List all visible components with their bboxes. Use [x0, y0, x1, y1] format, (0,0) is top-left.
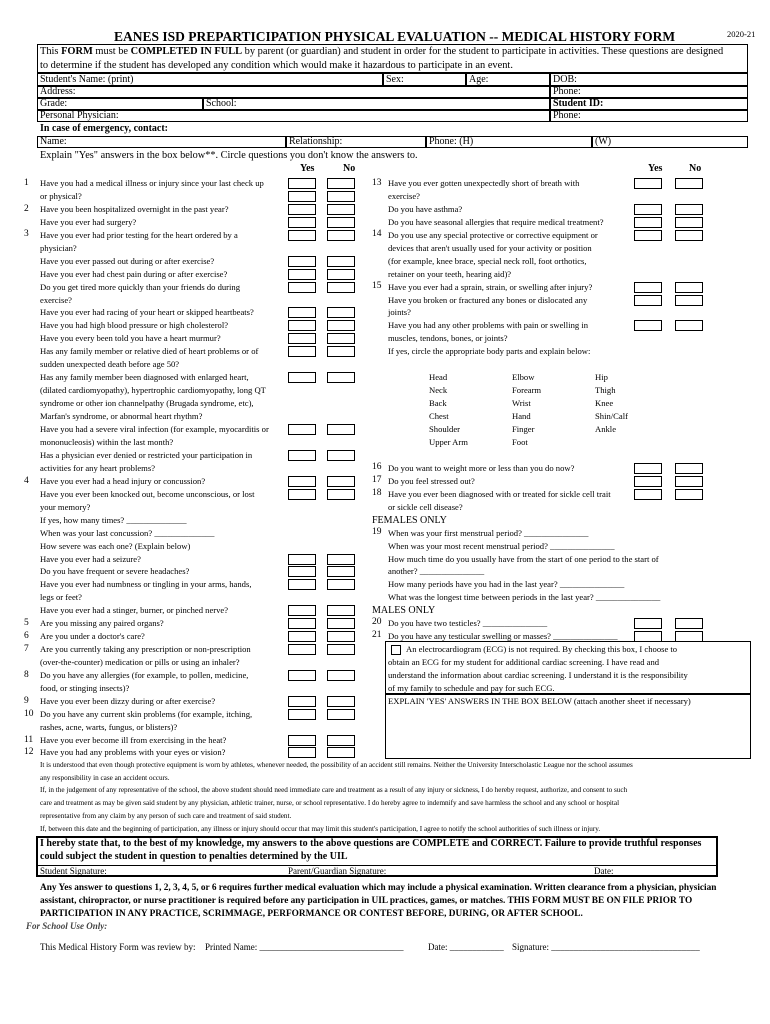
no-checkbox[interactable]: [327, 709, 355, 720]
emergency-phone-w-field[interactable]: [592, 136, 748, 148]
review-printed-name[interactable]: Printed Name: ________________________________: [205, 942, 404, 952]
ecg-checkbox[interactable]: [391, 645, 401, 655]
question-line: Do you have two testicles? _______________: [388, 618, 548, 628]
yes-checkbox[interactable]: [288, 333, 316, 344]
question-line: Have you had any problems with your eyes or vision?: [40, 747, 226, 757]
question-number: 1: [24, 178, 29, 188]
no-checkbox[interactable]: [327, 489, 355, 500]
no-checkbox[interactable]: [327, 204, 355, 215]
phone-label-1: Phone:: [553, 86, 581, 97]
yes-checkbox[interactable]: [288, 346, 316, 357]
no-checkbox[interactable]: [327, 554, 355, 565]
yes-checkbox[interactable]: [288, 320, 316, 331]
question-number: 18: [372, 488, 382, 498]
yes-checkbox[interactable]: [288, 566, 316, 577]
yes-checkbox[interactable]: [288, 735, 316, 746]
legal-text-line: representative from any claim by any person of such care and treatment of said student.: [40, 812, 292, 820]
question-line: Has any family member or relative died of heart problems or of: [40, 346, 259, 356]
question-line: activities for any heart problems?: [40, 463, 156, 473]
question-line: What was the longest time between periods in the last year? _______________: [388, 592, 661, 602]
yes-checkbox[interactable]: [288, 372, 316, 383]
question-line: If yes, circle the appropriate body parts and explain below:: [388, 346, 591, 356]
question-line: Have you had high blood pressure or high cholesterol?: [40, 320, 229, 330]
question-line: Have you ever had chest pain during or after exercise?: [40, 269, 228, 279]
sex-label: Sex:: [386, 74, 404, 85]
no-checkbox[interactable]: [327, 320, 355, 331]
question-number: 2: [24, 204, 29, 214]
no-header-right: No: [689, 163, 702, 174]
emergency-relationship-label: Relationship:: [289, 136, 343, 147]
yes-checkbox[interactable]: [634, 230, 662, 241]
yes-checkbox[interactable]: [634, 489, 662, 500]
yes-checkbox[interactable]: [288, 178, 316, 189]
address-label: Address:: [40, 86, 76, 97]
question-line: Are you under a doctor's care?: [40, 631, 145, 641]
intro-line-1: This FORM must be COMPLETED IN FULL by parent (or guardian) and student in order for the student to participate in activities. These questions are designed: [40, 46, 724, 57]
question-number: 21: [372, 630, 382, 640]
question-line: rashes, acne, warts, fungus, or blisters)?: [40, 722, 178, 732]
question-number: 10: [24, 709, 34, 719]
body-part[interactable]: Forearm: [512, 385, 542, 395]
yes-checkbox[interactable]: [634, 204, 662, 215]
ecg-text-line: of my family to schedule and pay for such ECG.: [388, 683, 555, 693]
question-line: Do you use any special protective or corrective equipment or: [388, 230, 598, 240]
question-line: Marfan's syndrome, or abnormal heart rhythm?: [40, 411, 203, 421]
yes-checkbox[interactable]: [288, 709, 316, 720]
question-line: mononucleosis) within the last month?: [40, 437, 174, 447]
parent-signature-label[interactable]: Parent/Guardian Signature:: [288, 866, 387, 876]
question-line: Have you ever had numbness or tingling in your arms, hands,: [40, 579, 252, 589]
student-name-label: Student's Name: (print): [40, 74, 134, 85]
emergency-phone-h-label: Phone: (H): [429, 136, 474, 147]
question-number: 15: [372, 281, 382, 291]
no-checkbox[interactable]: [675, 618, 703, 629]
no-checkbox[interactable]: [675, 463, 703, 474]
student-signature-label[interactable]: Student Signature:: [40, 866, 107, 876]
review-signature[interactable]: Signature: _________________________________: [512, 942, 700, 952]
no-checkbox[interactable]: [327, 333, 355, 344]
yes-header-right: Yes: [648, 163, 663, 174]
no-checkbox[interactable]: [675, 204, 703, 215]
question-line: Have you ever passed out during or after exercise?: [40, 256, 215, 266]
student-id-label: Student ID:: [553, 98, 604, 109]
question-line: Do you want to weight more or less than you do now?: [388, 463, 575, 473]
question-line: devices that aren't usually used for your activity or position: [388, 243, 592, 253]
no-checkbox[interactable]: [327, 670, 355, 681]
question-line: or physical?: [40, 191, 82, 201]
question-line: another? _______________: [388, 566, 485, 576]
question-line: Do you get tired more quickly than your friends do during: [40, 282, 241, 292]
question-line: When was your last concussion? ______________: [40, 528, 215, 538]
no-checkbox[interactable]: [327, 476, 355, 487]
legal-text-line: any responsibility in case an accident occurs.: [40, 774, 170, 782]
no-checkbox[interactable]: [675, 489, 703, 500]
phone-label-2: Phone:: [553, 110, 581, 121]
body-part[interactable]: Shin/Calf: [595, 411, 628, 421]
yes-checkbox[interactable]: [634, 282, 662, 293]
body-part[interactable]: Knee: [595, 398, 614, 408]
body-part[interactable]: Finger: [512, 424, 535, 434]
question-line: sudden unexpected death before age 50?: [40, 359, 180, 369]
question-line: Have you ever had prior testing for the heart ordered by a: [40, 230, 238, 240]
no-checkbox[interactable]: [675, 217, 703, 228]
intro-line-2: to determine if the student has developed any condition which would make it hazardous to participate in an event.: [40, 60, 513, 71]
ecg-text-line: obtain an ECG for my student for additional cardiac screening. I have read and: [388, 657, 660, 667]
question-line: Have you ever had a stinger, burner, or pinched nerve?: [40, 605, 229, 615]
yes-checkbox[interactable]: [634, 320, 662, 331]
emergency-name-field[interactable]: [37, 136, 286, 148]
yes-checkbox[interactable]: [634, 463, 662, 474]
yes-checkbox[interactable]: [634, 217, 662, 228]
explain-box-heading: EXPLAIN 'YES' ANSWERS IN THE BOX BELOW (attach another sheet if necessary): [388, 696, 691, 706]
yes-checkbox[interactable]: [634, 476, 662, 487]
no-checkbox[interactable]: [327, 618, 355, 629]
yes-checkbox[interactable]: [288, 256, 316, 267]
yes-checkbox[interactable]: [288, 450, 316, 461]
legal-text-line: If, between this date and the beginning of participation, any illness or injury should occur that may limit this student's participation, I agree to notify the school authorities of such illness or injury.: [40, 825, 601, 833]
question-line: muscles, tendons, bones, or joints?: [388, 333, 508, 343]
question-line: Do you have frequent or severe headaches?: [40, 566, 190, 576]
question-line: How severe was each one? (Explain below): [40, 541, 191, 551]
question-line: Have you ever had a sprain, strain, or swelling after injury?: [388, 282, 593, 292]
question-line: Are you currently taking any prescription or non-prescription: [40, 644, 251, 654]
question-line: Have you ever been dizzy during or after exercise?: [40, 696, 216, 706]
physician-label: Personal Physician:: [40, 110, 119, 121]
no-checkbox[interactable]: [327, 579, 355, 590]
yes-checkbox[interactable]: [634, 618, 662, 629]
question-line: Have you ever had surgery?: [40, 217, 137, 227]
question-line: Has any family member been diagnosed with enlarged heart,: [40, 372, 249, 382]
body-part[interactable]: Foot: [512, 437, 528, 447]
yes-checkbox[interactable]: [288, 307, 316, 318]
dob-label: DOB:: [553, 74, 577, 85]
no-checkbox[interactable]: [675, 282, 703, 293]
question-line: Have you every been told you have a heart murmur?: [40, 333, 221, 343]
no-checkbox[interactable]: [327, 282, 355, 293]
review-date[interactable]: Date: ____________: [428, 942, 504, 952]
yes-checkbox[interactable]: [634, 178, 662, 189]
ecg-text-line: understand the information about cardiac screening. I understand it is the responsibility: [388, 670, 688, 680]
question-line: Are you missing any paired organs?: [40, 618, 164, 628]
form-title: EANES ISD PREPARTICIPATION PHYSICAL EVALUATION -- MEDICAL HISTORY FORM: [114, 29, 676, 44]
question-line: Have you ever been diagnosed with or treated for sickle cell trait: [388, 489, 611, 499]
notice-line: Any Yes answer to questions 1, 2, 3, 4, 5, or 6 requires further medical evaluation which may include a physical examination. Written clearance from a physician, physician: [40, 883, 717, 893]
notice-line: assistant, chiropractor, or nurse practitioner is required before any participation in UIL practices, games, or matches. THIS FORM MUST BE ON FILE PRIOR TO: [40, 896, 693, 906]
question-number: 20: [372, 617, 382, 627]
statement-line-1: I hereby state that, to the best of my knowledge, my answers to the above questions are COMPLETE and CORRECT. Failure to provide truthful responses: [40, 838, 702, 849]
no-checkbox[interactable]: [327, 191, 355, 202]
question-number: 5: [24, 618, 29, 628]
question-number: 9: [24, 696, 29, 706]
question-line: Has a physician ever denied or restricted your participation in: [40, 450, 253, 460]
legal-text-line: If, in the judgement of any representative of the school, the above student should need immediate care and treatment as a result of any injury or sickness, I do hereby request, authorize, and consent to such: [40, 786, 628, 794]
question-number: 14: [372, 229, 382, 239]
question-number: 4: [24, 476, 29, 486]
question-line: Have you had any other problems with pain or swelling in: [388, 320, 589, 330]
question-line: Do you have asthma?: [388, 204, 463, 214]
yes-checkbox[interactable]: [288, 605, 316, 616]
school-field[interactable]: [203, 98, 550, 110]
body-part[interactable]: Head: [429, 372, 448, 382]
yes-checkbox[interactable]: [288, 489, 316, 500]
males-only-heading: MALES ONLY: [372, 605, 436, 616]
yes-checkbox[interactable]: [288, 618, 316, 629]
yes-checkbox[interactable]: [288, 696, 316, 707]
legal-text-line: It is understood that even though protective equipment is worn by athletes, whenever needed, the possibility of an accident still remains. Neither the University Interscholastic League nor the school assumes: [40, 761, 633, 769]
question-line: Have you had a medical illness or injury since your last check up: [40, 178, 264, 188]
body-part[interactable]: Hand: [512, 411, 531, 421]
no-header-left: No: [343, 163, 356, 174]
address-field[interactable]: [37, 86, 550, 98]
question-line: food, or stinging insects)?: [40, 683, 130, 693]
yes-checkbox[interactable]: [288, 747, 316, 758]
question-line: When was your first menstrual period? _______________: [388, 528, 589, 538]
question-line: (for example, knee brace, special neck roll, foot orthotics,: [388, 256, 587, 266]
no-checkbox[interactable]: [327, 696, 355, 707]
no-checkbox[interactable]: [327, 307, 355, 318]
question-line: How much time do you usually have from the start of one period to the start of: [388, 554, 659, 564]
question-number: 6: [24, 631, 29, 641]
body-part[interactable]: Ankle: [595, 424, 617, 434]
question-number: 3: [24, 229, 29, 239]
question-line: your memory?: [40, 502, 91, 512]
question-line: If yes, how many times? ______________: [40, 515, 187, 525]
no-checkbox[interactable]: [327, 605, 355, 616]
question-line: Do you feel stressed out?: [388, 476, 475, 486]
question-line: Do you have any testicular swelling or masses? _______________: [388, 631, 618, 641]
yes-checkbox[interactable]: [288, 554, 316, 565]
form-year: 2020-21: [727, 29, 756, 39]
no-checkbox[interactable]: [327, 566, 355, 577]
emergency-phone-w-label: (W): [595, 136, 612, 147]
no-checkbox[interactable]: [327, 230, 355, 241]
no-checkbox[interactable]: [327, 346, 355, 357]
question-line: Have you ever had a seizure?: [40, 554, 141, 564]
question-number: 8: [24, 670, 29, 680]
body-part[interactable]: Wrist: [512, 398, 531, 408]
yes-checkbox[interactable]: [288, 204, 316, 215]
question-line: legs or feet?: [40, 592, 82, 602]
question-line: Have you ever become ill from exercising in the heat?: [40, 735, 227, 745]
question-line: Do you have seasonal allergies that require medical treatment?: [388, 217, 604, 227]
yes-checkbox[interactable]: [288, 644, 316, 655]
question-line: Have you broken or fractured any bones or dislocated any: [388, 295, 588, 305]
question-line: Have you ever had racing of your heart or skipped heartbeats?: [40, 307, 254, 317]
no-checkbox[interactable]: [327, 644, 355, 655]
question-line: or sickle cell disease?: [388, 502, 463, 512]
question-number: 19: [372, 527, 382, 537]
no-checkbox[interactable]: [327, 256, 355, 267]
no-checkbox[interactable]: [327, 735, 355, 746]
question-line: joints?: [388, 307, 411, 317]
yes-checkbox[interactable]: [288, 579, 316, 590]
grade-label: Grade:: [40, 98, 68, 109]
school-use-heading: For School Use Only:: [26, 921, 108, 931]
ecg-text-line: An electrocardiogram (ECG) is not required. By checking this box, I choose to: [406, 644, 678, 654]
body-part[interactable]: Neck: [429, 385, 448, 395]
question-line: (over-the-counter) medication or pills or using an inhaler?: [40, 657, 240, 667]
no-checkbox[interactable]: [327, 269, 355, 280]
question-line: Do you have any allergies (for example, to pollen, medicine,: [40, 670, 249, 680]
statement-line-2: could subject the student in question to penalties determined by the UIL: [40, 851, 348, 862]
yes-checkbox[interactable]: [288, 282, 316, 293]
question-line: Have you had a severe viral infection (for example, myocarditis or: [40, 424, 269, 434]
yes-checkbox[interactable]: [288, 670, 316, 681]
body-part[interactable]: Upper Arm: [429, 437, 468, 447]
review-label: This Medical History Form was review by:: [40, 942, 196, 952]
body-part[interactable]: Chest: [429, 411, 449, 421]
yes-checkbox[interactable]: [288, 191, 316, 202]
no-checkbox[interactable]: [675, 178, 703, 189]
body-part[interactable]: Shoulder: [429, 424, 461, 434]
no-checkbox[interactable]: [327, 424, 355, 435]
question-line: How many periods have you had in the last year? _______________: [388, 579, 625, 589]
question-line: exercise?: [40, 295, 72, 305]
question-number: 12: [24, 747, 34, 757]
question-number: 16: [372, 462, 382, 472]
no-checkbox[interactable]: [327, 450, 355, 461]
yes-checkbox[interactable]: [288, 217, 316, 228]
no-checkbox[interactable]: [327, 747, 355, 758]
yes-checkbox[interactable]: [288, 476, 316, 487]
question-line: When was your most recent menstrual period? _______________: [388, 541, 615, 551]
question-number: 11: [24, 735, 34, 745]
no-checkbox[interactable]: [675, 320, 703, 331]
no-checkbox[interactable]: [675, 476, 703, 487]
body-part[interactable]: Hip: [595, 372, 608, 382]
notice-line: PARTICIPATION IN ANY PRACTICE, SCRIMMAGE, PERFORMANCE OR CONTEST BEFORE, DURING, OR AFTER SCHOOL.: [40, 909, 583, 919]
question-line: Do you have any current skin problems (for example, itching,: [40, 709, 253, 719]
question-line: syndrome or other ion channelpathy (Brugada syndrome, etc),: [40, 398, 254, 408]
no-checkbox[interactable]: [327, 372, 355, 383]
no-checkbox[interactable]: [327, 178, 355, 189]
question-line: exercise?: [388, 191, 420, 201]
emergency-heading: In case of emergency, contact:: [40, 123, 169, 134]
dob-field[interactable]: [550, 73, 748, 86]
emergency-name-label: Name:: [40, 136, 67, 147]
question-line: Have you been hospitalized overnight in the past year?: [40, 204, 229, 214]
body-part[interactable]: Thigh: [595, 385, 616, 395]
body-part[interactable]: Elbow: [512, 372, 535, 382]
question-line: physician?: [40, 243, 77, 253]
question-line: retainer on your teeth, hearing aid)?: [388, 269, 512, 279]
females-only-heading: FEMALES ONLY: [372, 515, 447, 526]
yes-checkbox[interactable]: [288, 269, 316, 280]
school-label: School:: [206, 98, 237, 109]
body-part[interactable]: Back: [429, 398, 447, 408]
yes-checkbox[interactable]: [634, 295, 662, 306]
question-line: Have you ever had a head injury or concussion?: [40, 476, 206, 486]
question-line: Have you ever been knocked out, become unconscious, or lost: [40, 489, 255, 499]
yes-header-left: Yes: [300, 163, 315, 174]
yes-checkbox[interactable]: [288, 424, 316, 435]
yes-checkbox[interactable]: [288, 631, 316, 642]
no-checkbox[interactable]: [675, 230, 703, 241]
age-label: Age:: [469, 74, 489, 85]
yes-checkbox[interactable]: [288, 230, 316, 241]
question-line: Have you ever gotten unexpectedly short of breath with: [388, 178, 580, 188]
question-line: (dilated cardiomyopathy), hypertrophic cardiomyopathy, long QT: [40, 385, 266, 395]
no-checkbox[interactable]: [675, 295, 703, 306]
legal-text-line: care and treatment as may be given said student by any physician, athletic trainer, nurse, or school representative. I do hereby agree to indemnify and save harmless the school and any school or hospital: [40, 799, 620, 807]
signature-date-label[interactable]: Date:: [594, 866, 614, 876]
explain-instructions: Explain "Yes" answers in the box below**. Circle questions you don't know the answers to.: [40, 150, 418, 161]
question-number: 17: [372, 475, 382, 485]
question-number: 13: [372, 178, 382, 188]
question-number: 7: [24, 644, 29, 654]
no-checkbox[interactable]: [327, 217, 355, 228]
no-checkbox[interactable]: [327, 631, 355, 642]
